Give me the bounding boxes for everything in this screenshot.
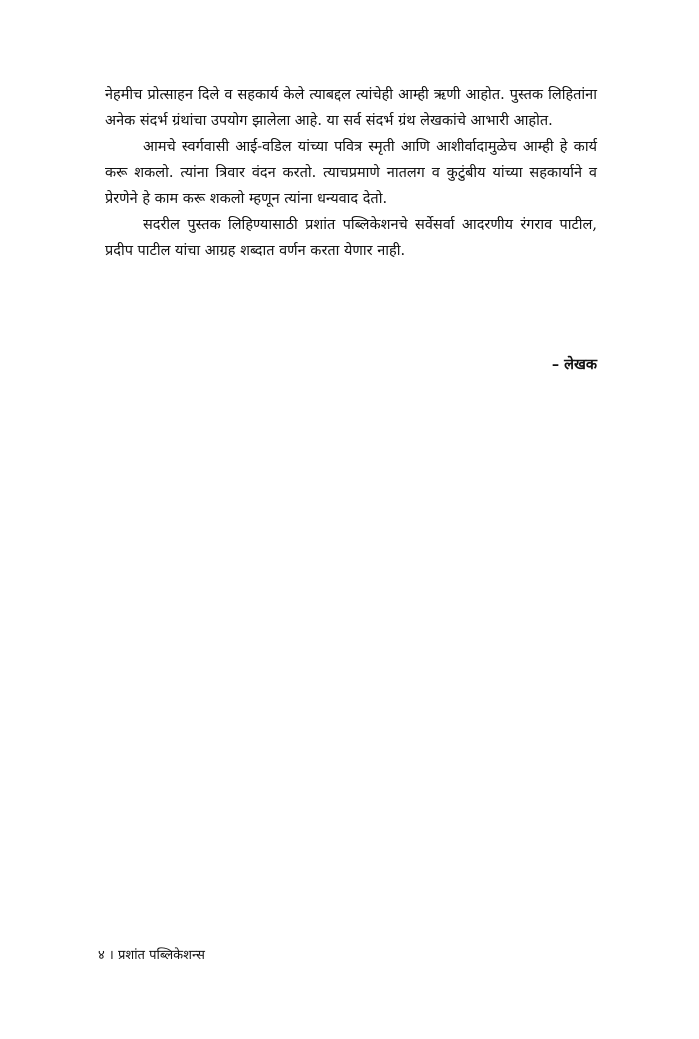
author-signature: – लेखक <box>551 356 597 373</box>
paragraph-3: सदरील पुस्तक लिहिण्यासाठी प्रशांत पब्लिकेशनचे सर्वेसर्वा आदरणीय रंगराव पाटील, प्रदीप पाटील यांचा आग्रह शब्दात वर्णन करता येणार नाही. <box>105 217 597 259</box>
page-footer: ४ । प्रशांत पब्लिकेशन्स <box>98 948 205 963</box>
paragraph-2: आमचे स्वर्गवासी आई-वडिल यांच्या पवित्र स्मृती आणि आशीर्वादामुळेच आम्ही हे कार्य करू शकलो. त्यांना त्रिवार वंदन करतो. त्याचप्रमाणे नातलग व कुटुंबीय यांच्या सहकार्याने व प्रेरणेने हे काम करू शकलो म्हणून त्यांना धन्यवाद देतो. <box>105 139 597 207</box>
document-body <box>105 82 597 264</box>
paragraph-1: नेहमीच प्रोत्साहन दिले व सहकार्य केले त्याबद्दल त्यांचेही आम्ही ऋणी आहोत. पुस्तक लिहितांना अनेक संदर्भ ग्रंथांचा उपयोग झालेला आहे. या सर्व संदर्भ ग्रंथ लेखकांचे आभारी आहोत. <box>105 87 597 129</box>
